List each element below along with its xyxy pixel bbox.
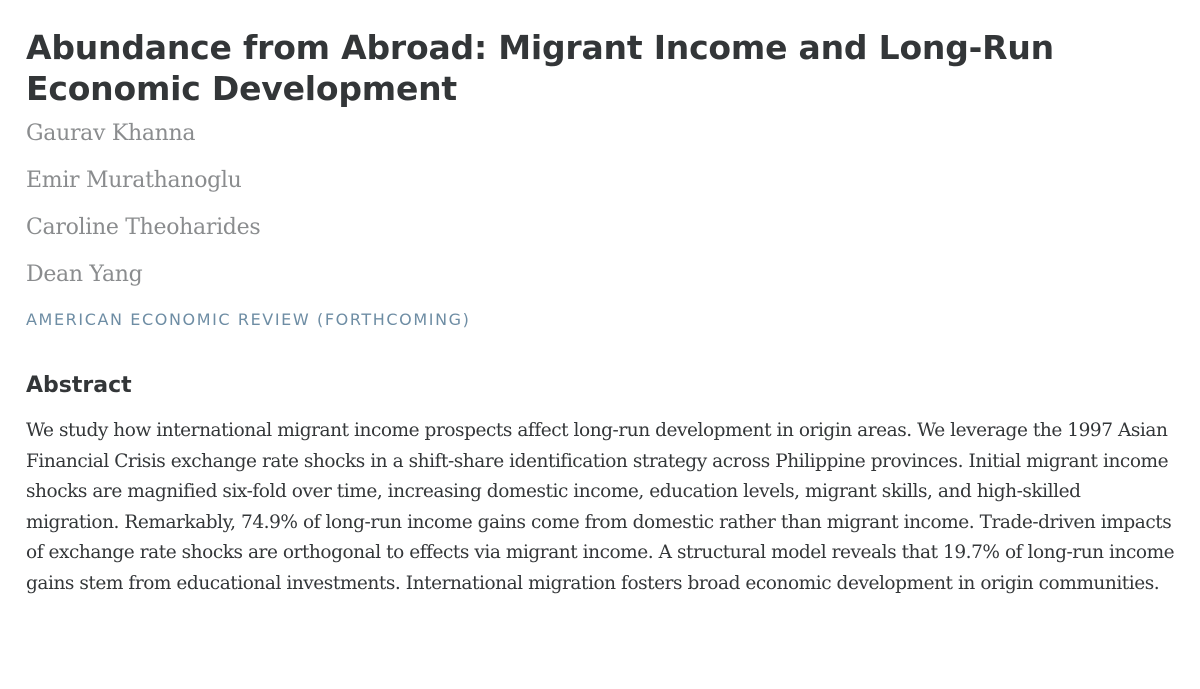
author-list: [26, 121, 1176, 288]
journal-name: AMERICAN ECONOMIC REVIEW (FORTHCOMING): [26, 310, 471, 329]
author-name: Emir Murathanoglu: [26, 168, 242, 193]
paper-title: Abundance from Abroad: Migrant Income and Long-Run Economic Development: [26, 28, 1054, 108]
author-name: Gaurav Khanna: [26, 121, 196, 146]
author-name: Caroline Theoharides: [26, 215, 261, 240]
abstract-text: We study how international migrant income prospects affect long-run development in origin areas. We leverage the 1997 Asian Financial Crisis exchange rate shocks in a shift-share identification strategy across Philippine provinces. Initial migrant income shocks are magnified six-fold over time, increasing domestic income, education levels, migrant skills, and high-skilled migration. Remarkably, 74.9% of long-run income gains come from domestic rather than migrant income. Trade-driven impacts of exchange rate shocks are orthogonal to effects via migrant income. A structural model reveals that 19.7% of long-run income gains stem from educational investments. International migration fosters broad economic development in origin communities.: [26, 420, 1175, 594]
paper-page: [26, 0, 1176, 599]
abstract-heading: Abstract: [26, 373, 132, 398]
author-name: Dean Yang: [26, 262, 143, 287]
